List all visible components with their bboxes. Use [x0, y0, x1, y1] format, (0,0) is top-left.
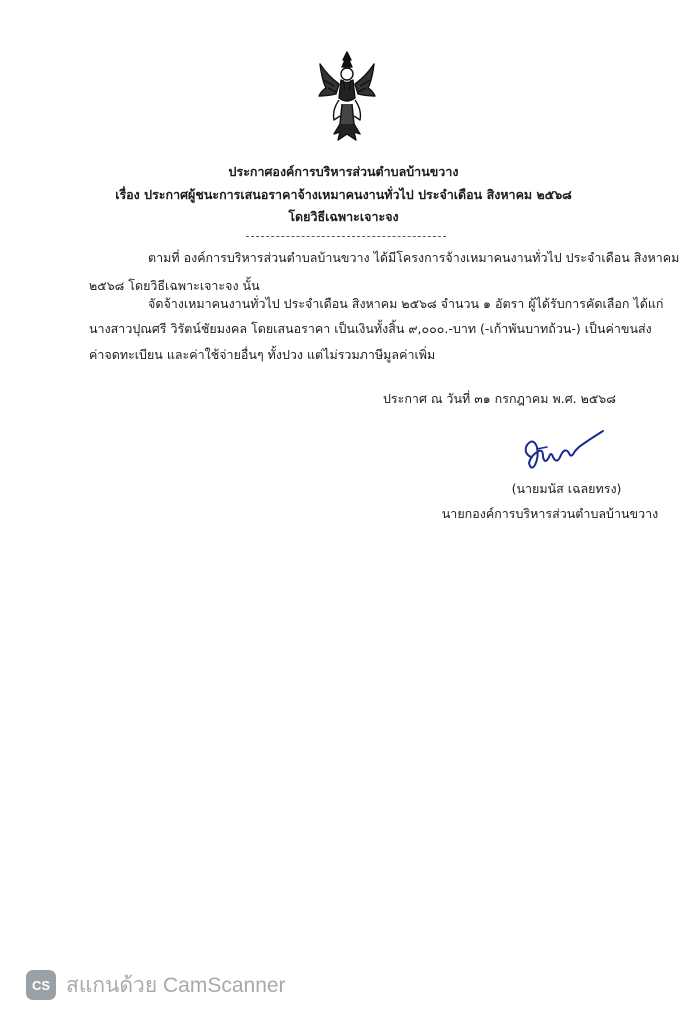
- paragraph-2-line-3: ค่าจดทะเบียน และค่าใช้จ่ายอื่นๆ ทั้งปวง แต่ไม่รวมภาษีมูลค่าเพิ่ม: [89, 347, 436, 362]
- camscanner-text: สแกนด้วย CamScanner: [66, 973, 286, 997]
- paragraph-1-line-1: ตามที่ องค์การบริหารส่วนตำบลบ้านขวาง ได้มีโครงการจ้างเหมาคนงานทั่วไป ประจำเดือน สิงหาคม: [148, 250, 680, 265]
- signer-name: (นายมนัส เฉลยทรง): [511, 481, 622, 496]
- handwritten-signature: [517, 427, 607, 477]
- signer-position: นายกองค์การบริหารส่วนตำบลบ้านขวาง: [441, 506, 659, 521]
- camscanner-logo-icon: CS: [26, 970, 56, 1000]
- camscanner-watermark: [26, 970, 286, 1000]
- garuda-emblem: [316, 50, 378, 146]
- paragraph-2-line-1: จัดจ้างเหมาคนงานทั่วไป ประจำเดือน สิงหาคม ๒๕๖๘ จำนวน ๑ อัตรา ผู้ได้รับการคัดเลือก ได้แก่: [148, 296, 664, 311]
- paragraph-1-line-2: ๒๕๖๘ โดยวิธีเฉพาะเจาะจง นั้น: [89, 278, 260, 293]
- notice-title: ประกาศองค์การบริหารส่วนตำบลบ้านขวาง: [228, 164, 459, 179]
- announcement-date: ประกาศ ณ วันที่ ๓๑ กรกฎาคม พ.ศ. ๒๕๖๘: [383, 391, 616, 406]
- header-divider: [246, 236, 446, 237]
- paragraph-2-line-2: นางสาวปุณศรี วิรัตน์ชัยมงคล โดยเสนอราคา เป็นเงินทั้งสิ้น ๙,๐๐๐.-บาท (-เก้าพันบาทถ้วน-) เป็นค่าขนส่ง: [89, 321, 652, 336]
- notice-subject: เรื่อง ประกาศผู้ชนะการเสนอราคาจ้างเหมาคนงานทั่วไป ประจำเดือน สิงหาคม ๒๕๖๘: [115, 187, 572, 202]
- notice-method: โดยวิธีเฉพาะเจาะจง: [288, 209, 399, 224]
